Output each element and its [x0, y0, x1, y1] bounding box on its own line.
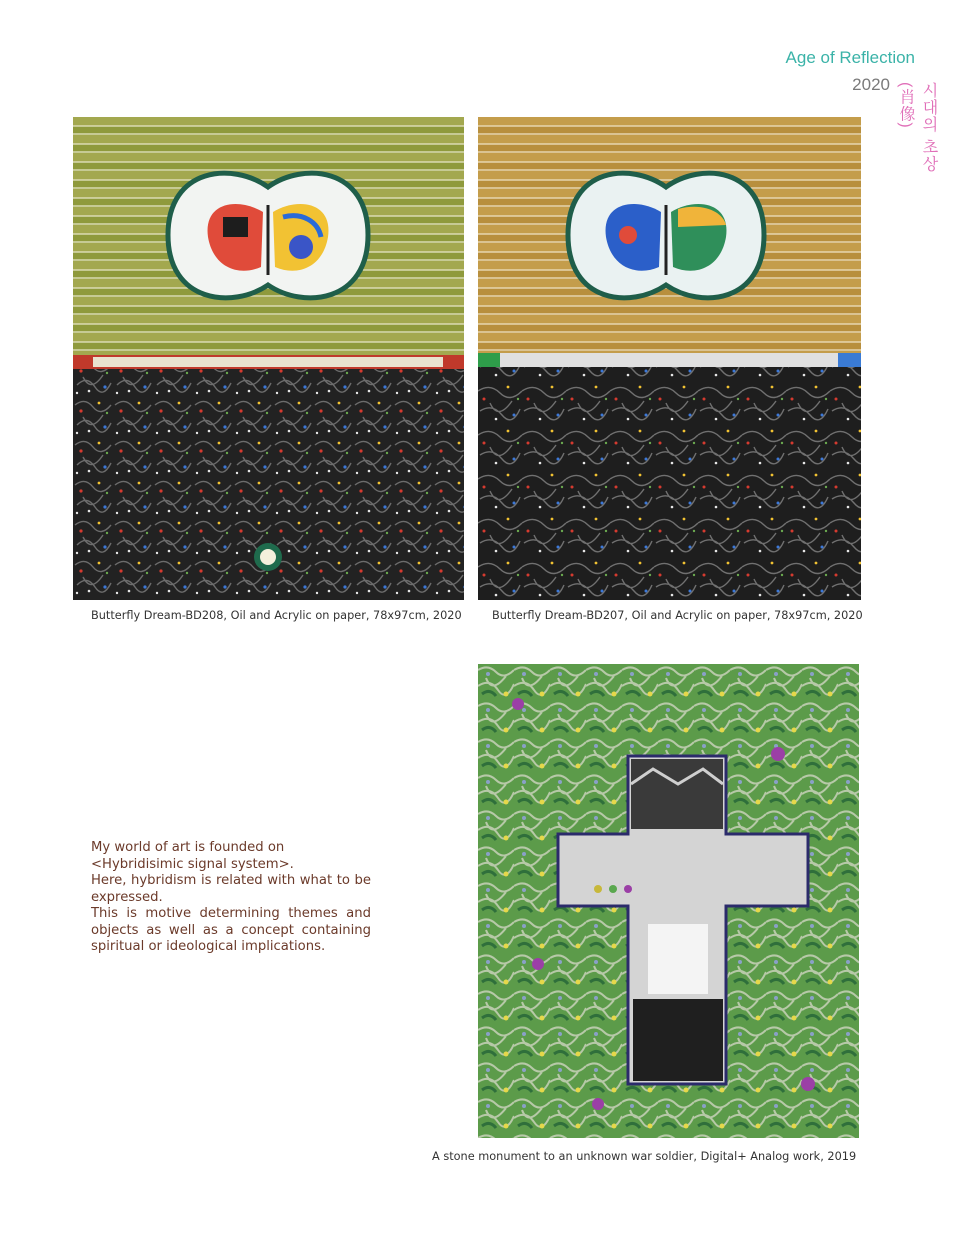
statement-line: Here, hybridism is related with what to be expressed. — [91, 873, 371, 905]
artwork-butterfly-dream-bd207 — [478, 117, 861, 600]
statement-line: This is motive determining themes and objects as well as a concept containing spiritual or ideological implications. — [91, 906, 371, 954]
artwork-butterfly-dream-bd208 — [73, 117, 464, 600]
caption-artwork-1: Butterfly Dream-BD208, Oil and Acrylic on paper, 78x97cm, 2020 — [91, 609, 462, 622]
caption-artwork-2: Butterfly Dream-BD207, Oil and Acrylic on paper, 78x97cm, 2020 — [492, 609, 863, 622]
statement-line: My world of art is founded on — [91, 840, 285, 855]
section-year: 2020 — [852, 75, 890, 94]
section-title: Age of Reflection — [785, 48, 915, 67]
artwork-stone-monument — [478, 664, 859, 1138]
artist-statement — [91, 840, 371, 956]
statement-line: <Hybridisimic signal system>. — [91, 856, 294, 872]
korean-title: 시대의 초상(肖像) — [897, 82, 937, 173]
caption-artwork-3: A stone monument to an unknown war soldier, Digital+ Analog work, 2019 — [432, 1150, 857, 1163]
